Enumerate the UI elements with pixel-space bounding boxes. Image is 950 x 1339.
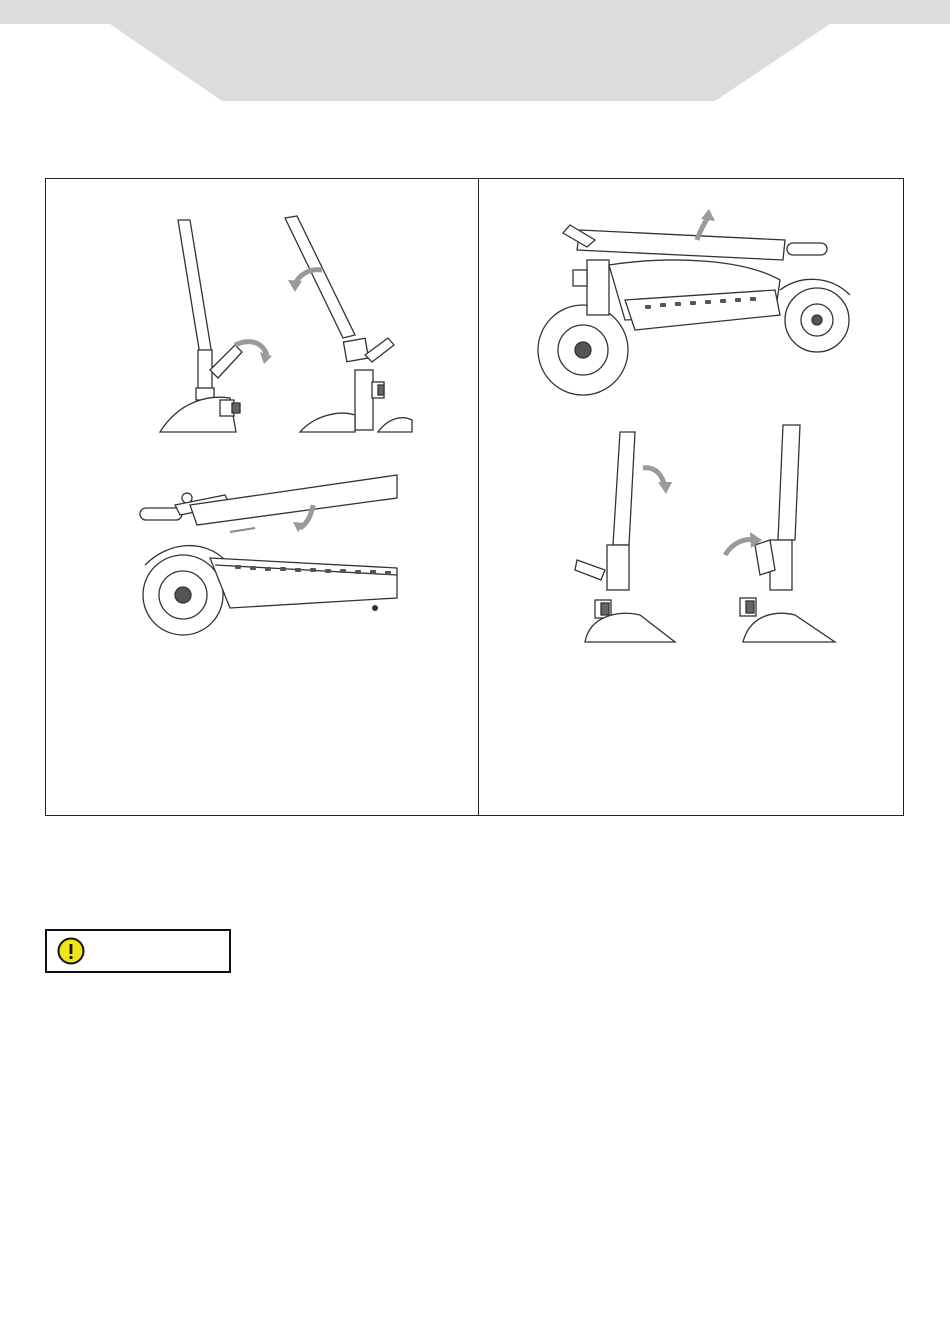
illustration-unfold-latch [150,210,420,440]
illustration-raise-stem [525,205,865,400]
illustration-lock-stem [565,420,840,645]
illustration-lower-stem [135,470,405,645]
panel-divider [478,178,479,816]
caution-box [45,929,231,973]
header-banner [0,0,950,110]
exclamation-warning-icon [57,937,85,965]
